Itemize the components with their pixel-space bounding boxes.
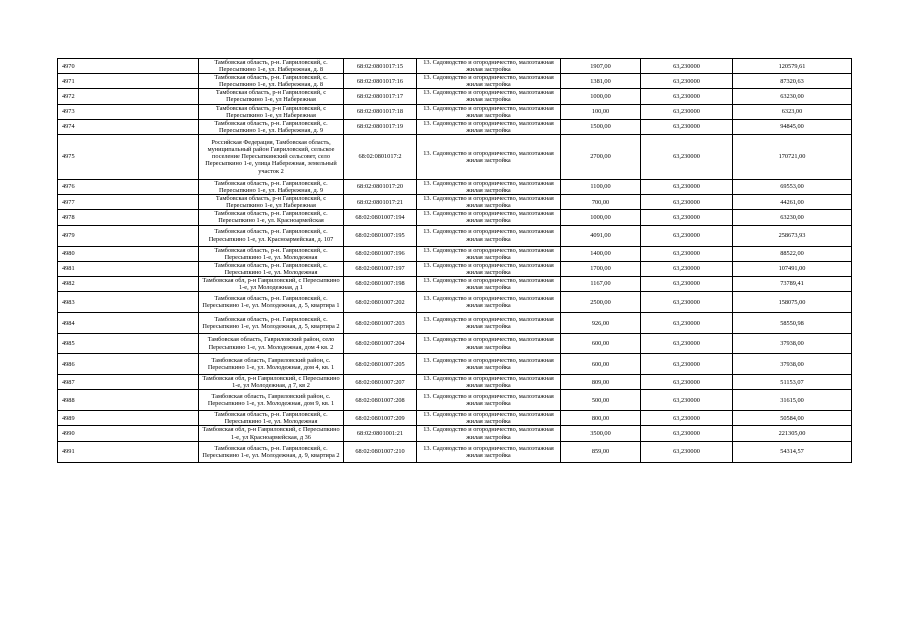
cell-specific-value: 63,230000 <box>641 119 733 134</box>
cell-cadastral-value: 69553,00 <box>733 179 852 194</box>
cell-address: Тамбовская область, р-н. Гавриловский, с. Пересыпкино 1-е, ул. Набережная, д. 8 <box>199 74 344 89</box>
cell-land-use-group: 13. Садоводство и огородничество, малоэтажная жилая застройка <box>417 195 561 210</box>
cell-address: Тамбовская область, р-н. Гавриловский, с. Пересыпкино 1-е, ул. Молодежная, д. 5, квартира 1 <box>199 292 344 313</box>
table-row <box>58 334 852 354</box>
cell-cadastral-value: 37938,00 <box>733 334 852 354</box>
cell-row-number: 4980 <box>58 246 199 261</box>
cell-area: 1000,00 <box>561 89 641 104</box>
table-row <box>58 246 852 261</box>
cell-specific-value: 63,230000 <box>641 292 733 313</box>
cell-cadastral-value: 94845,00 <box>733 119 852 134</box>
table-row <box>58 225 852 246</box>
cell-area: 600,00 <box>561 354 641 375</box>
cell-area: 800,00 <box>561 411 641 426</box>
cell-land-use-group: 13. Садоводство и огородничество, малоэтажная жилая застройка <box>417 119 561 134</box>
cell-specific-value: 63,230000 <box>641 426 733 441</box>
cell-row-number: 4978 <box>58 210 199 225</box>
cell-area: 1907,00 <box>561 59 641 74</box>
table-row <box>58 104 852 119</box>
table-body <box>58 59 852 463</box>
table-row <box>58 119 852 134</box>
cell-cadastral-number: 68:02:0801017:2 <box>344 134 417 179</box>
cell-land-use-group: 13. Садоводство и огородничество, малоэтажная жилая застройка <box>417 411 561 426</box>
cell-address: Тамбовская область, р-н. Гавриловский, с. Пересыпкино 1-е, ул. Красноармейская <box>199 210 344 225</box>
cell-land-use-group: 13. Садоводство и огородничество, малоэтажная жилая застройка <box>417 441 561 462</box>
cell-cadastral-number: 68:02:0801017:21 <box>344 195 417 210</box>
table-row <box>58 195 852 210</box>
cell-cadastral-value: 51153,07 <box>733 375 852 390</box>
cell-specific-value: 63,230000 <box>641 411 733 426</box>
cell-specific-value: 63,230000 <box>641 375 733 390</box>
cell-cadastral-number: 68:02:0801017:19 <box>344 119 417 134</box>
cell-specific-value: 63,230000 <box>641 59 733 74</box>
cell-cadastral-value: 88522,00 <box>733 246 852 261</box>
cell-cadastral-value: 31615,00 <box>733 390 852 411</box>
table-row <box>58 261 852 276</box>
cell-address: Тамбовская область, Гавриловский район, с. Пересыпкино 1-е, ул. Молодежная, дом 9, кв. 1 <box>199 390 344 411</box>
cell-land-use-group: 13. Садоводство и огородничество, малоэтажная жилая застройка <box>417 334 561 354</box>
cell-cadastral-value: 258673,93 <box>733 225 852 246</box>
cell-address: Тамбовская область, р-н. Гавриловский, с. Пересыпкино 1-е, ул. Молодежная, д. 5, квартира 2 <box>199 313 344 334</box>
cell-cadastral-number: 68:02:0801001:21 <box>344 426 417 441</box>
cell-area: 700,00 <box>561 195 641 210</box>
cell-cadastral-value: 44261,00 <box>733 195 852 210</box>
cell-row-number: 4977 <box>58 195 199 210</box>
table-row <box>58 441 852 462</box>
cell-row-number: 4979 <box>58 225 199 246</box>
cell-row-number: 4973 <box>58 104 199 119</box>
cell-specific-value: 63,230000 <box>641 225 733 246</box>
cell-row-number: 4971 <box>58 74 199 89</box>
cell-address: Тамбовская область, р-н. Гавриловский, с. Пересыпкино 1-е, ул. Молодежная, д. 9, квартира 2 <box>199 441 344 462</box>
cell-specific-value: 63,230000 <box>641 354 733 375</box>
cell-cadastral-value: 58550,98 <box>733 313 852 334</box>
cell-address: Тамбовская обл, р-н Гавриловский, с Пересыпкино 1-е, ул Молодежная, д 7, кв 2 <box>199 375 344 390</box>
cell-area: 1167,00 <box>561 276 641 291</box>
cell-land-use-group: 13. Садоводство и огородничество, малоэтажная жилая застройка <box>417 292 561 313</box>
cell-land-use-group: 13. Садоводство и огородничество, малоэтажная жилая застройка <box>417 179 561 194</box>
cell-land-use-group: 13. Садоводство и огородничество, малоэтажная жилая застройка <box>417 375 561 390</box>
cell-cadastral-number: 68:02:0801017:18 <box>344 104 417 119</box>
cell-address: Тамбовская область, р-н. Гавриловский, с. Пересыпкино 1-е, ул. Молодежная <box>199 246 344 261</box>
table-row <box>58 426 852 441</box>
cell-land-use-group: 13. Садоводство и огородничество, малоэтажная жилая застройка <box>417 210 561 225</box>
cell-specific-value: 63,230000 <box>641 74 733 89</box>
cell-row-number: 4989 <box>58 411 199 426</box>
cell-land-use-group: 13. Садоводство и огородничество, малоэтажная жилая застройка <box>417 59 561 74</box>
cell-area: 1100,00 <box>561 179 641 194</box>
cell-row-number: 4991 <box>58 441 199 462</box>
cell-cadastral-number: 68:02:0801007:197 <box>344 261 417 276</box>
cell-area: 3500,00 <box>561 426 641 441</box>
cell-specific-value: 63,230000 <box>641 334 733 354</box>
cell-area: 1381,00 <box>561 74 641 89</box>
cell-cadastral-value: 63230,00 <box>733 210 852 225</box>
land-cadastral-value-table <box>57 58 852 463</box>
cell-specific-value: 63,230000 <box>641 313 733 334</box>
cell-cadastral-number: 68:02:0801007:203 <box>344 313 417 334</box>
cell-specific-value: 63,230000 <box>641 104 733 119</box>
cell-land-use-group: 13. Садоводство и огородничество, малоэтажная жилая застройка <box>417 74 561 89</box>
table-row <box>58 313 852 334</box>
cell-cadastral-value: 63230,00 <box>733 89 852 104</box>
cell-cadastral-number: 68:02:0801007:207 <box>344 375 417 390</box>
cell-address: Тамбовская область, р-н. Гавриловский, с. Пересыпкино 1-е, ул. Молодежная <box>199 411 344 426</box>
cell-specific-value: 63,230000 <box>641 441 733 462</box>
cell-area: 926,00 <box>561 313 641 334</box>
cell-row-number: 4974 <box>58 119 199 134</box>
table-row <box>58 390 852 411</box>
table-row <box>58 411 852 426</box>
cell-cadastral-value: 120579,61 <box>733 59 852 74</box>
cell-specific-value: 63,230000 <box>641 276 733 291</box>
cell-specific-value: 63,230000 <box>641 261 733 276</box>
cell-address: Тамбовская область, Гавриловский район, с. Пересыпкино 1-е, ул. Молодежная, дом 4, кв. 1 <box>199 354 344 375</box>
cell-cadastral-value: 107491,00 <box>733 261 852 276</box>
cell-area: 859,00 <box>561 441 641 462</box>
cell-row-number: 4970 <box>58 59 199 74</box>
cell-address: Тамбовская область, р-н. Гавриловский, с. Пересыпкино 1-е, ул. Красноармейская, д. 107 <box>199 225 344 246</box>
cell-cadastral-number: 68:02:0801017:20 <box>344 179 417 194</box>
table-row <box>58 292 852 313</box>
cell-cadastral-number: 68:02:0801007:196 <box>344 246 417 261</box>
cell-cadastral-number: 68:02:0801007:209 <box>344 411 417 426</box>
cell-specific-value: 63,230000 <box>641 390 733 411</box>
table-row <box>58 179 852 194</box>
cell-cadastral-value: 73789,41 <box>733 276 852 291</box>
cell-land-use-group: 13. Садоводство и огородничество, малоэтажная жилая застройка <box>417 89 561 104</box>
cell-cadastral-number: 68:02:0801017:17 <box>344 89 417 104</box>
cell-cadastral-value: 87320,63 <box>733 74 852 89</box>
cell-cadastral-value: 158075,00 <box>733 292 852 313</box>
cell-cadastral-number: 68:02:0801007:210 <box>344 441 417 462</box>
cell-cadastral-number: 68:02:0801017:16 <box>344 74 417 89</box>
cell-land-use-group: 13. Садоводство и огородничество, малоэтажная жилая застройка <box>417 225 561 246</box>
table-row <box>58 74 852 89</box>
cell-address: Тамбовская область, р-н Гавриловский, с Пересыпкино 1-е, ул Набережная <box>199 195 344 210</box>
cell-address: Российская Федерация, Тамбовская область, муниципальный район Гавриловский, сельское поселение Пересыпкинский сельсовет, село Пересыпкино 1-е, улица Набережная, земельный участок 2 <box>199 134 344 179</box>
table-row <box>58 276 852 291</box>
cell-area: 2500,00 <box>561 292 641 313</box>
cell-area: 1000,00 <box>561 210 641 225</box>
cell-area: 600,00 <box>561 334 641 354</box>
cell-land-use-group: 13. Садоводство и огородничество, малоэтажная жилая застройка <box>417 313 561 334</box>
cell-cadastral-value: 50584,00 <box>733 411 852 426</box>
cell-area: 4091,00 <box>561 225 641 246</box>
cell-land-use-group: 13. Садоводство и огородничество, малоэтажная жилая застройка <box>417 134 561 179</box>
cell-row-number: 4976 <box>58 179 199 194</box>
cell-specific-value: 63,230000 <box>641 89 733 104</box>
cell-specific-value: 63,230000 <box>641 134 733 179</box>
cell-specific-value: 63,230000 <box>641 195 733 210</box>
table-row <box>58 59 852 74</box>
table-row <box>58 89 852 104</box>
table-row <box>58 354 852 375</box>
cell-area: 2700,00 <box>561 134 641 179</box>
cell-cadastral-number: 68:02:0801007:194 <box>344 210 417 225</box>
cell-land-use-group: 13. Садоводство и огородничество, малоэтажная жилая застройка <box>417 276 561 291</box>
table-row <box>58 210 852 225</box>
cell-area: 100,00 <box>561 104 641 119</box>
cell-cadastral-value: 37938,00 <box>733 354 852 375</box>
cell-land-use-group: 13. Садоводство и огородничество, малоэтажная жилая застройка <box>417 354 561 375</box>
cell-cadastral-value: 6323,00 <box>733 104 852 119</box>
cell-address: Тамбовская область, р-н Гавриловский, с Пересыпкино 1-е, ул Набережная <box>199 104 344 119</box>
cell-row-number: 4982 <box>58 276 199 291</box>
cell-row-number: 4988 <box>58 390 199 411</box>
cell-cadastral-number: 68:02:0801007:195 <box>344 225 417 246</box>
cell-address: Тамбовская обл, р-н Гавриловский, с Пересыпкино 1-е, ул Молодежная, д 1 <box>199 276 344 291</box>
cell-cadastral-number: 68:02:0801007:205 <box>344 354 417 375</box>
cell-cadastral-number: 68:02:0801007:208 <box>344 390 417 411</box>
cell-cadastral-value: 54314,57 <box>733 441 852 462</box>
cell-area: 500,00 <box>561 390 641 411</box>
cell-specific-value: 63,230000 <box>641 246 733 261</box>
cell-land-use-group: 13. Садоводство и огородничество, малоэтажная жилая застройка <box>417 246 561 261</box>
cell-address: Тамбовская область, р-н. Гавриловский, с. Пересыпкино 1-е, ул. Набережная, д. 9 <box>199 119 344 134</box>
table-row <box>58 134 852 179</box>
cell-row-number: 4986 <box>58 354 199 375</box>
cell-address: Тамбовская область, Гавриловский район, село Пересыпкино 1-е, ул. Молодежная, дом 4 кв. 2 <box>199 334 344 354</box>
cell-row-number: 4990 <box>58 426 199 441</box>
cell-cadastral-value: 170721,00 <box>733 134 852 179</box>
cell-address: Тамбовская область, р-н Гавриловский, с Пересыпкино 1-е, ул Набережная <box>199 89 344 104</box>
cell-row-number: 4983 <box>58 292 199 313</box>
cell-cadastral-number: 68:02:0801007:202 <box>344 292 417 313</box>
cell-land-use-group: 13. Садоводство и огородничество, малоэтажная жилая застройка <box>417 261 561 276</box>
cell-address: Тамбовская область, р-н. Гавриловский, с. Пересыпкино 1-е, ул. Набережная, д. 8 <box>199 59 344 74</box>
cell-area: 1700,00 <box>561 261 641 276</box>
table-row <box>58 375 852 390</box>
cell-land-use-group: 13. Садоводство и огородничество, малоэтажная жилая застройка <box>417 426 561 441</box>
cell-cadastral-value: 221305,00 <box>733 426 852 441</box>
cell-specific-value: 63,230000 <box>641 179 733 194</box>
cell-cadastral-number: 68:02:0801007:204 <box>344 334 417 354</box>
cell-specific-value: 63,230000 <box>641 210 733 225</box>
cell-land-use-group: 13. Садоводство и огородничество, малоэтажная жилая застройка <box>417 104 561 119</box>
cell-row-number: 4985 <box>58 334 199 354</box>
cell-land-use-group: 13. Садоводство и огородничество, малоэтажная жилая застройка <box>417 390 561 411</box>
cell-row-number: 4984 <box>58 313 199 334</box>
cell-cadastral-number: 68:02:0801007:198 <box>344 276 417 291</box>
cell-row-number: 4975 <box>58 134 199 179</box>
cell-area: 1500,00 <box>561 119 641 134</box>
cell-row-number: 4981 <box>58 261 199 276</box>
cell-address: Тамбовская обл, р-н Гавриловский, с Пересыпкино 1-е, ул Красноармейская, д 36 <box>199 426 344 441</box>
cell-address: Тамбовская область, р-н. Гавриловский, с. Пересыпкино 1-е, ул. Молодежная <box>199 261 344 276</box>
cell-row-number: 4987 <box>58 375 199 390</box>
cell-area: 1400,00 <box>561 246 641 261</box>
cell-address: Тамбовская область, р-н. Гавриловский, с. Пересыпкино 1-е, ул. Набережная, д. 9 <box>199 179 344 194</box>
cell-cadastral-number: 68:02:0801017:15 <box>344 59 417 74</box>
cell-area: 809,00 <box>561 375 641 390</box>
cell-row-number: 4972 <box>58 89 199 104</box>
